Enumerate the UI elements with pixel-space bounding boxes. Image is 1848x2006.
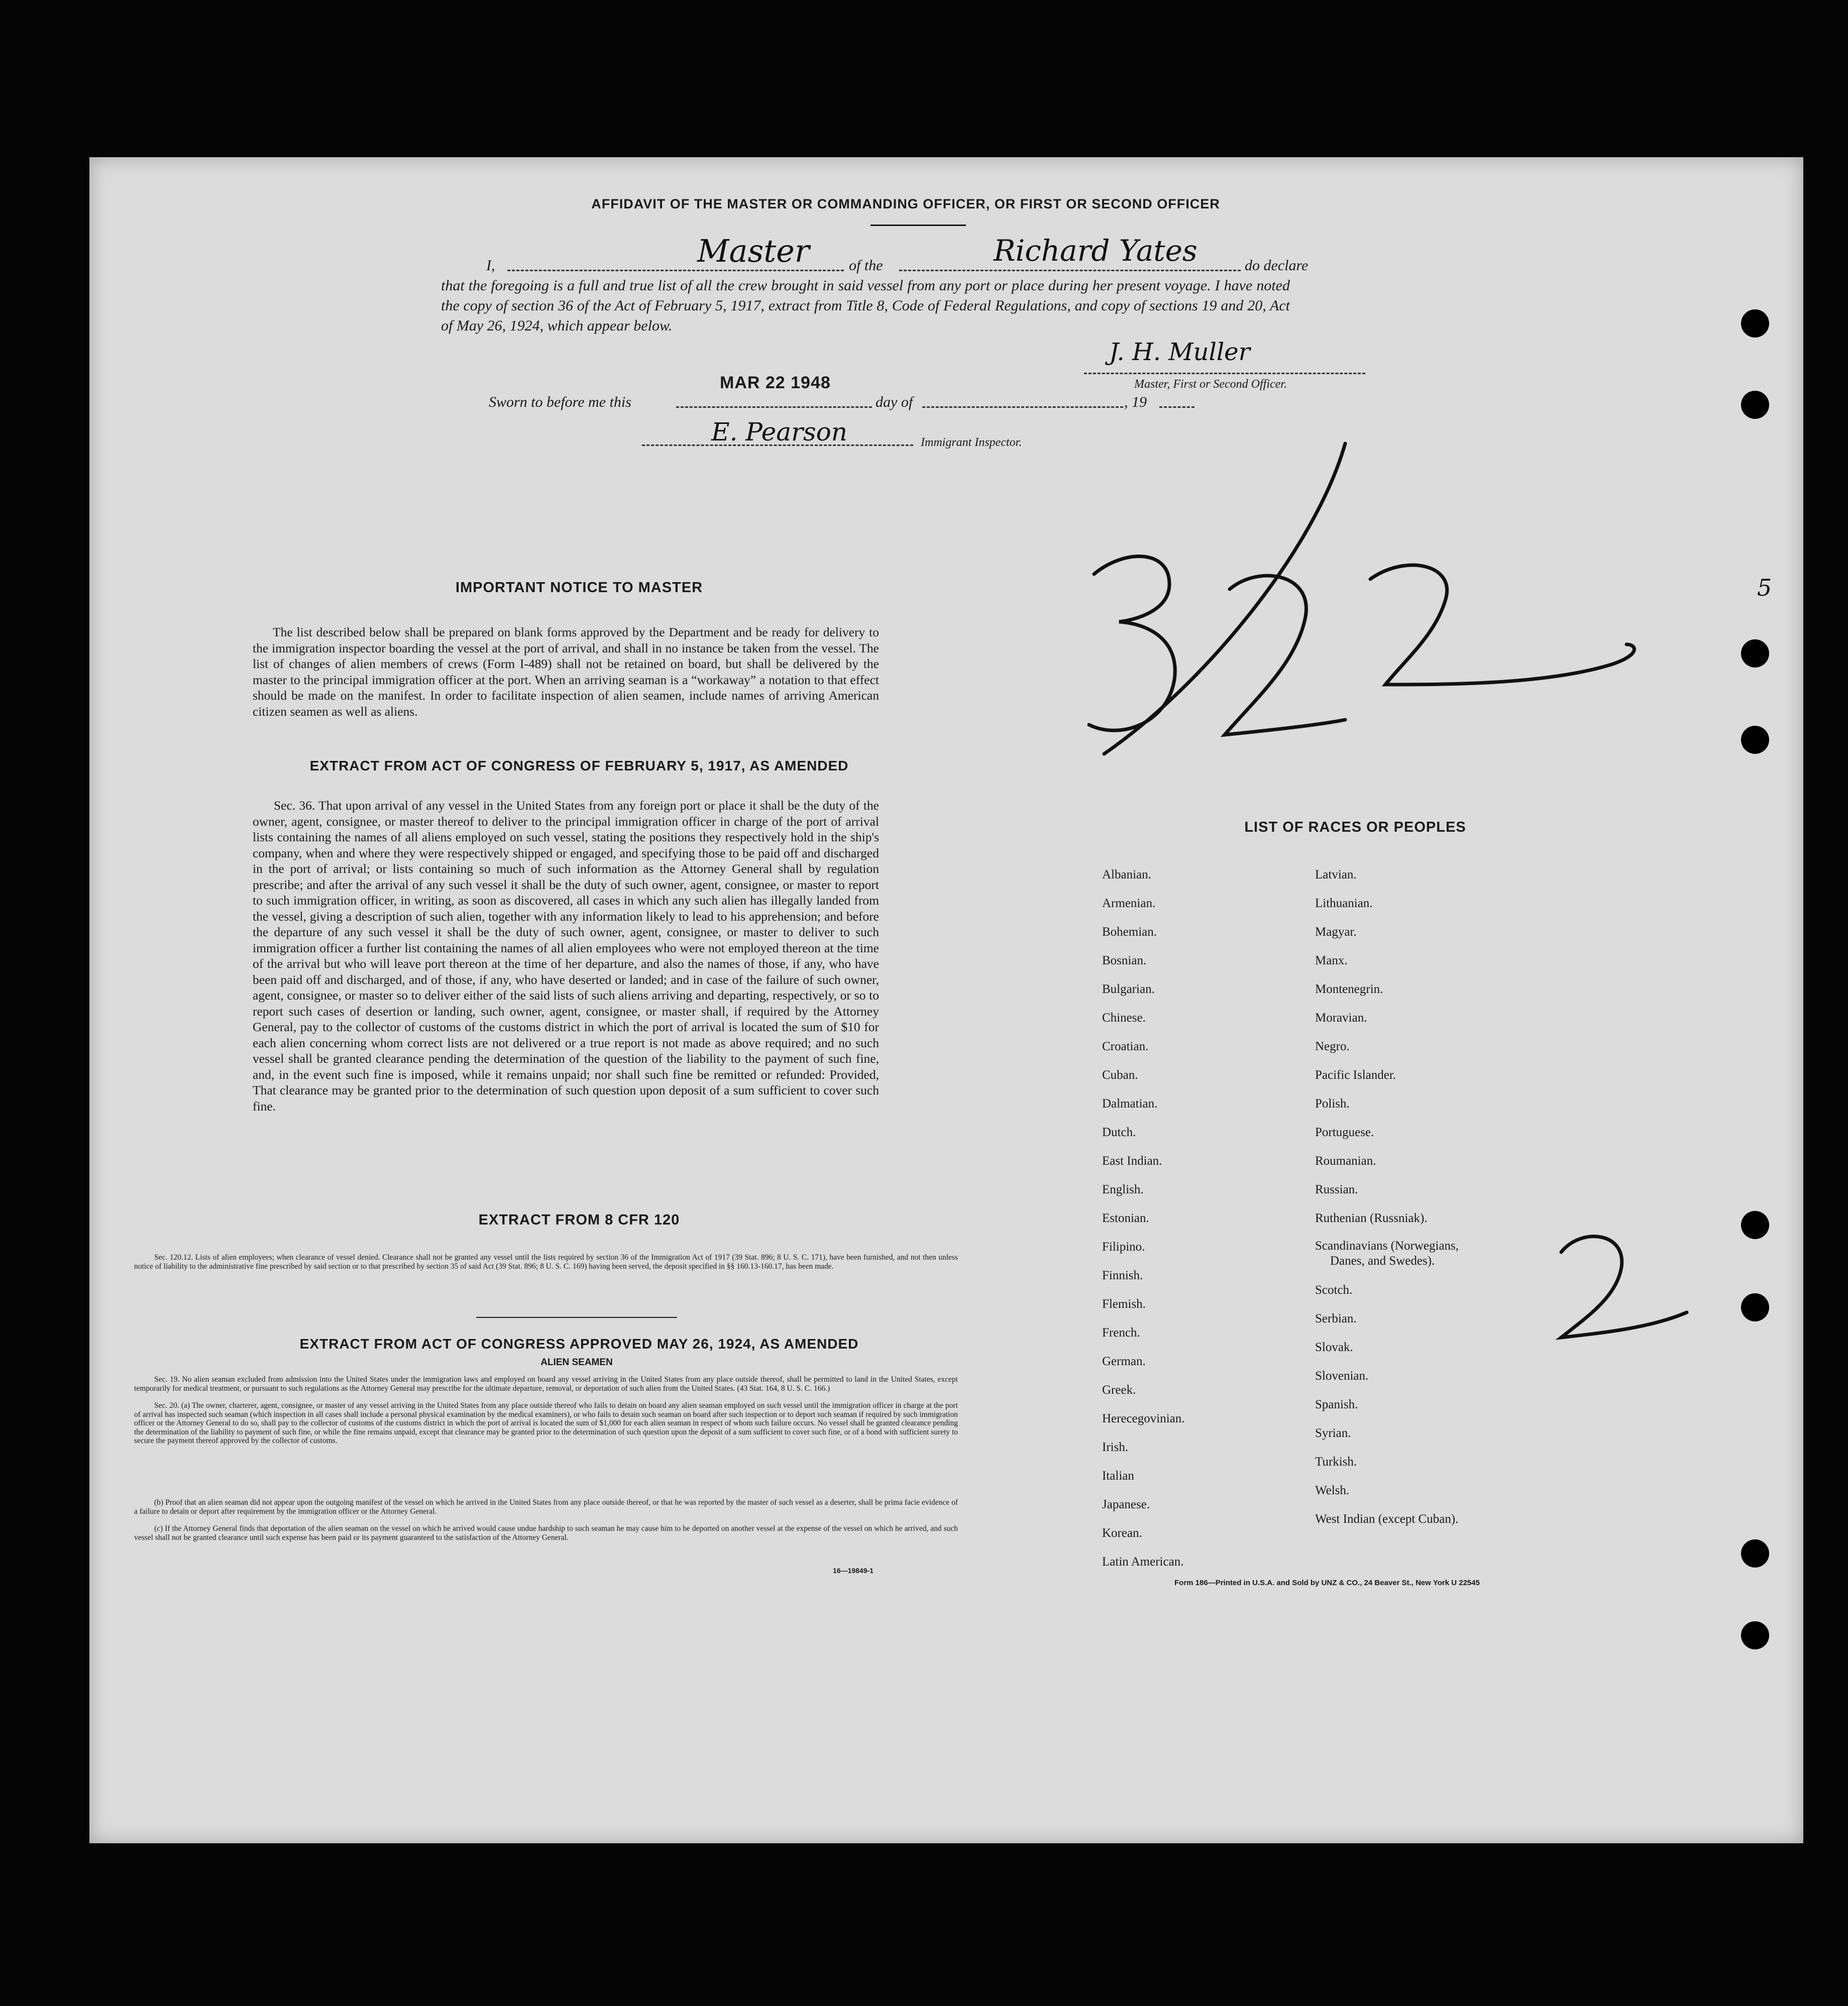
race-item: Portuguese. (1315, 1126, 1374, 1139)
punch-hole (1741, 1293, 1769, 1321)
affidavit-line1-suffix: do declare (1245, 257, 1309, 274)
vessel-blank (899, 270, 1241, 271)
sworn-year-blank (1159, 406, 1194, 408)
races-column-1 (1102, 860, 1303, 1576)
officer-signature: J. H. Muller (1109, 338, 1250, 366)
form-code: 16—19849-1 (833, 1567, 874, 1575)
race-item: Scotch. (1315, 1283, 1353, 1297)
notice-title: IMPORTANT NOTICE TO MASTER (455, 580, 703, 596)
race-item: Moravian. (1315, 1011, 1367, 1025)
extract1924-sec19: Sec. 19. No alien seaman excluded from admission into the United States under the immigration laws and employed on board any vessel arriving in the United States from any place outside thereof, shall be permitted to land in the United States, except temporarily for medical treatment, or pursuant to such regulations as the Attorney General may prescribe for the ultimate departure, removal, or deportation of such alien from the United States. (43 Stat. 164, 8 U. S. C. 166.) (134, 1375, 958, 1393)
extract1924-subtitle: ALIEN SEAMEN (540, 1357, 613, 1368)
affidavit-rule (871, 225, 966, 226)
race-item: French. (1102, 1326, 1140, 1340)
extract1924-sec20a: Sec. 20. (a) The owner, charterer, agent, consignee, or master of any vessel arriving in the United States from any place outside thereof who fails to detain on board any alien seaman employed on such vessel until the immigration officer in charge at the port of arrival has inspected such seaman (which inspection in all cases shall include a personal physical examination by the medical examiners), or who fails to detain such seaman on board after such inspection or to deport such seaman if required by such immigration officer or the Attorney General to do so, shall pay to the collector of customs of the customs district in which the port of arrival is located the sum of $1,000 for each alien seaman in respect of whom such failure occurs. No vessel shall be granted clearance pending the determination of the liability to payment of such fine, or while the fine remains unpaid, except that clearance may be granted prior to the determination of such question upon the deposit of a sum sufficient to cover such fine, or of a bond with sufficient surety to secure the payment thereof approved by the collector of customs. (134, 1401, 958, 1445)
race-item: Greek. (1102, 1383, 1136, 1397)
race-item: Serbian. (1315, 1312, 1357, 1325)
race-item: Albanian. (1102, 868, 1151, 881)
inspector-signature: E. Pearson (711, 417, 847, 447)
affidavit-title: AFFIDAVIT OF THE MASTER OR COMMANDING OFFICER, OR FIRST OR SECOND OFFICER (591, 196, 1220, 211)
affidavit-line1-mid: of the (849, 257, 883, 274)
race-item: Pacific Islander. (1315, 1068, 1396, 1082)
race-item: Dutch. (1102, 1126, 1136, 1139)
race-item: Polish. (1315, 1097, 1350, 1110)
race-item: Irish. (1102, 1440, 1129, 1454)
punch-hole (1741, 1211, 1769, 1239)
race-item: Negro. (1315, 1040, 1350, 1053)
affidavit-line1-prefix: I, (486, 257, 495, 274)
race-item: Latvian. (1315, 868, 1357, 881)
race-item: Croatian. (1102, 1040, 1149, 1053)
affidavit-paragraph: that the foregoing is a full and true list of all the crew brought in said vessel from any port or place during her present voyage. I have noted the copy of section 36 of the Act of February 5, 1917, extract from Title 8, Code of Federal Regulations, and copy of sections 19 and 20, Act of May 26, 1924, which appear below. (441, 277, 1290, 334)
race-item: Russian. (1315, 1183, 1358, 1196)
race-item: Slovak. (1315, 1341, 1353, 1354)
extract1924-sec20c: (c) If the Attorney General finds that deportation of the alien seaman on the vessel on which he arrived would cause undue hardship to such seaman he may cause him to be deported on another vessel at the expense of the vessel on which he arrived, and such vessel shall not be granted clearance until such expense has been paid or its payment guaranteed to the satisfaction of the Attorney General. (134, 1524, 958, 1542)
race-item: Dalmatian. (1102, 1097, 1158, 1110)
sworn-day-of: day of (876, 394, 913, 410)
race-item: Lithuanian. (1315, 897, 1373, 910)
race-item: Spanish. (1315, 1398, 1358, 1411)
document-sheet (89, 157, 1803, 1843)
races-title: LIST OF RACES OR PEOPLES (1244, 819, 1466, 835)
extract-cfr-title: EXTRACT FROM 8 CFR 120 (478, 1212, 680, 1228)
punch-hole (1741, 391, 1769, 419)
race-item: Bohemian. (1102, 925, 1157, 939)
race-item: Bulgarian. (1102, 982, 1155, 996)
extract1917-title: EXTRACT FROM ACT OF CONGRESS OF FEBRUARY 5, 1917, AS AMENDED (309, 758, 849, 773)
race-item: Magyar. (1315, 925, 1357, 939)
rank-blank (507, 270, 844, 271)
race-item: Turkish. (1315, 1455, 1357, 1469)
race-item: Latin American. (1102, 1555, 1184, 1569)
punch-hole (1741, 1539, 1769, 1568)
race-item: Estonian. (1102, 1211, 1149, 1225)
race-item: Syrian. (1315, 1426, 1351, 1440)
form-footer: Form 186—Printed in U.S.A. and Sold by UNZ & CO., 24 Beaver St., New York U 22545 (1174, 1579, 1480, 1587)
race-item: West Indian (except Cuban). (1315, 1512, 1459, 1526)
race-item: Welsh. (1315, 1484, 1350, 1497)
race-item: Manx. (1315, 954, 1348, 967)
extract1924-title: EXTRACT FROM ACT OF CONGRESS APPROVED MAY 26, 1924, AS AMENDED (299, 1336, 859, 1352)
handwritten-rank: Master (697, 233, 810, 269)
races-column-2 (1315, 860, 1576, 1533)
section-divider (476, 1317, 677, 1318)
sworn-year: , 19 (1124, 394, 1147, 410)
race-item: Cuban. (1102, 1068, 1138, 1082)
race-item: Bosnian. (1102, 954, 1147, 967)
race-item: Montenegrin. (1315, 982, 1383, 996)
race-item: Japanese. (1102, 1498, 1150, 1511)
handwritten-top-right-mark: 5 (1757, 574, 1772, 601)
race-item: Italian (1102, 1469, 1134, 1483)
race-item: Flemish. (1102, 1297, 1146, 1311)
inspector-caption: Immigrant Inspector. (921, 436, 1022, 449)
notice-text: The list described below shall be prepared on blank forms approved by the Department and be ready for delivery to the immigration inspector boarding the vessel at the port of arrival, and shall in no instance be taken from the vessel. The list of changes of alien members of crews (Form I-489) shall not be retained on board, but shall be delivered by the master to the principal immigration officer at the port. When an arriving seaman is a “workaway” a notation to that effect should be made on the manifest. In order to facilitate inspection of alien seamen, include names of arriving American citizen seamen as well as aliens. (253, 625, 879, 719)
date-stamp: MAR 22 1948 (720, 373, 831, 392)
extract1924-sec20b: (b) Proof that an alien seaman did not appear upon the outgoing manifest of the vessel on which he arrived in the United States from any place outside thereof, or that he was reported by the master of such vessel as a deserter, shall be prima facie evidence of a failure to detain or deport after requirement by the immigration officer or the Attorney General. (134, 1498, 958, 1516)
extract1917-text: Sec. 36. That upon arrival of any vessel in the United States from any foreign port or place it shall be the duty of the owner, agent, consignee, or master thereof to deliver to the principal immigration officer in charge of the port of arrival lists containing the names of all aliens employed on such vessel, stating the positions they respectively hold in the ship's company, when and where they were respectively shipped or engaged, and specifying those to be paid off and discharged in the port of arrival; or lists containing so much of such information as the Attorney General shall by regulation prescribe; and after the arrival of any such vessel it shall be the duty of such owner, agent, consignee, or master to report to such immigration officer, in writing, as soon as discovered, all cases in which any such alien has illegally landed from the vessel, giving a description of such alien, together with any information likely to lead to his apprehension; and before the departure of any such vessel it shall be the duty of such owner, agent, consignee, or master to deliver to such immigration officer a further list containing the names of all alien employees who were not employed thereon at the time of the arrival but who will leave port thereon at the time of her departure, and also the names of those, if any, who have been paid off and discharged, and of those, if any, who have deserted or landed; and in case of the failure of such owner, agent, consignee, or master so to deliver either of the said lists of such aliens arriving and departing, respectively, or so to report such cases of desertion or landing, such owner, agent, consignee, or master shall, if required by the Attorney General, pay to the collector of customs of the customs district in which the port of arrival is located the sum of $10 for each alien concerning whom correct lists are not delivered or a true report is not made as above required; and no such vessel shall be granted clearance pending the determination of the question of the liability to the payment of such fine, and, in the event such fine is imposed, while it remains unpaid; nor shall such fine be remitted or refunded: Provided, That clearance may be granted prior to the determination of such question upon deposit of a sum sufficient to cover such fine. (253, 798, 879, 1113)
race-item-scandinavians (1315, 1233, 1576, 1276)
extract-cfr-text: Sec. 120.12. Lists of alien employees; when clearance of vessel denied. Clearance shall not be granted any vessel until the lists required by section 36 of the Immigration Act of 1917 (39 Stat. 896; 8 U. S. C. 171), have been furnished, and not then unless notice of liability to the administrative fine prescribed by said section or to that prescribed by section 35 of said Act (39 Stat. 896; 8 U. S. C. 169) having been served, the deposit specified in §§ 160.13-160.17, has been made. (134, 1253, 958, 1271)
punch-hole (1741, 1621, 1769, 1649)
punch-hole (1741, 309, 1769, 338)
race-item: Ruthenian (Russniak). (1315, 1211, 1428, 1225)
sworn-prefix: Sworn to before me this (489, 394, 631, 410)
race-item: Chinese. (1102, 1011, 1146, 1025)
race-item: East Indian. (1102, 1154, 1162, 1168)
race-item: Herecegovinian. (1102, 1412, 1185, 1425)
race-item: English. (1102, 1183, 1144, 1196)
sworn-day-blank (676, 406, 872, 408)
race-item: Finnish. (1102, 1269, 1143, 1282)
handwritten-vessel-name: Richard Yates (994, 234, 1198, 268)
race-item: Slovenian. (1315, 1369, 1369, 1383)
race-item: Filipino. (1102, 1240, 1145, 1254)
sworn-month-blank (922, 406, 1123, 408)
race-item: Korean. (1102, 1526, 1142, 1540)
race-item-line: Danes, and Swedes). (1330, 1254, 1435, 1268)
race-item: Armenian. (1102, 897, 1156, 910)
race-item: Roumanian. (1315, 1154, 1376, 1168)
race-item: German. (1102, 1355, 1146, 1368)
officer-caption: Master, First or Second Officer. (1134, 378, 1287, 391)
race-item-line: Scandinavians (Norwegians, (1315, 1239, 1459, 1253)
